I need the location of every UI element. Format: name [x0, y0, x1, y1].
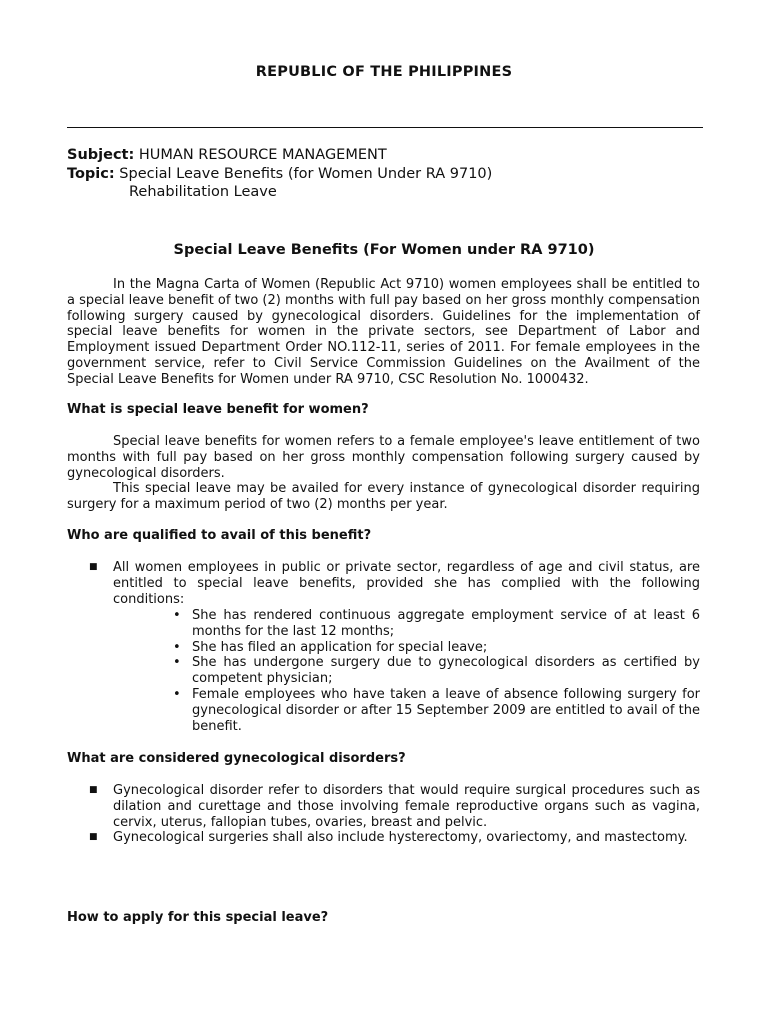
- topic-value: Special Leave Benefits (for Women Under RA 9710): [119, 165, 493, 182]
- condition-text: She has filed an application for special leave;: [192, 639, 488, 655]
- condition-text: She has rendered continuous aggregate employment service of at least 6 months for the last 12 months;: [192, 608, 700, 639]
- header-divider: [67, 127, 703, 128]
- topic-label: Topic:: [67, 165, 115, 182]
- topic-line-2: Rehabilitation Leave: [129, 184, 277, 200]
- subject-label: Subject:: [67, 147, 135, 163]
- topic-line: [67, 165, 492, 184]
- list-item-text: Gynecological disorder refer to disorders that would require surgical procedures such as dilation and curettage and those involving female reproductive organs such as vagina, cervix, uterus, fallopian tubes, ovaries, breast and pelvic.: [113, 783, 700, 830]
- round-bullet-icon: •: [173, 608, 181, 623]
- round-bullet-icon: •: [173, 639, 181, 655]
- subject-value: HUMAN RESOURCE MANAGEMENT: [138, 147, 387, 163]
- question-how-to-apply: How to apply for this special leave?: [67, 910, 329, 925]
- answer-paragraph-1: Special leave benefits for women refers to a female employee's leave entitlement of two months with full pay based on her gross monthly compensation following surgery caused by gynecological disorders.: [67, 434, 700, 481]
- list-item-text: All women employees in public or private sector, regardless of age and civil status, are entitled to special leave benefits, provided she has complied with the following conditions:: [113, 560, 700, 607]
- square-bullet-icon: ■: [89, 562, 98, 572]
- list-item: [67, 830, 700, 846]
- document-header-title: REPUBLIC OF THE PHILIPPINES: [255, 64, 513, 80]
- square-bullet-icon: ■: [89, 832, 98, 843]
- conditions-list: [170, 608, 700, 734]
- list-item: [170, 655, 700, 687]
- round-bullet-icon: •: [173, 686, 181, 702]
- intro-paragraph: In the Magna Carta of Women (Republic Act 9710) women employees shall be entitled to a special leave benefit of two (2) months with full pay based on her gross monthly compensation following surgery caused by gynecological disorders. Guidelines for the implementation of special leave benefits for women in the private sectors, see Department of Labor and Employment issued Department Order NO.112-11, series of 2011. For female employees in the government service, refer to Civil Service Commission Guidelines on the Availment of the Special Leave Benefits for Women under RA 9710, CSC Resolution No. 1000432.: [67, 277, 700, 387]
- qualified-list: [67, 560, 700, 607]
- condition-text: Female employees who have taken a leave of absence following surgery for gynecological disorder or after 15 September 2009 are entitled to avail of the benefit.: [192, 686, 700, 734]
- square-bullet-icon: ■: [89, 785, 98, 795]
- list-item: [170, 608, 700, 640]
- list-item: [170, 687, 700, 734]
- answer-special-leave: [67, 434, 700, 513]
- list-item: [67, 560, 700, 607]
- question-qualified: Who are qualified to avail of this benefit?: [67, 528, 372, 543]
- list-item: [67, 783, 700, 830]
- subject-line: [67, 146, 492, 165]
- document-meta: [67, 146, 492, 202]
- gynecological-list: [67, 783, 700, 846]
- list-item: [170, 640, 700, 656]
- section-title: Special Leave Benefits (For Women under RA 9710): [173, 242, 595, 258]
- condition-text: She has undergone surgery due to gynecological disorders as certified by competent physician;: [192, 655, 700, 687]
- answer-paragraph-2: This special leave may be availed for every instance of gynecological disorder requiring surgery for a maximum period of two (2) months per year.: [67, 481, 700, 513]
- question-special-leave: What is special leave benefit for women?: [67, 402, 369, 417]
- question-gynecological: What are considered gynecological disorders?: [67, 751, 406, 766]
- round-bullet-icon: •: [173, 655, 181, 671]
- list-item-text: Gynecological surgeries shall also include hysterectomy, ovariectomy, and mastectomy.: [113, 830, 688, 846]
- intro-paragraph-block: [67, 277, 700, 388]
